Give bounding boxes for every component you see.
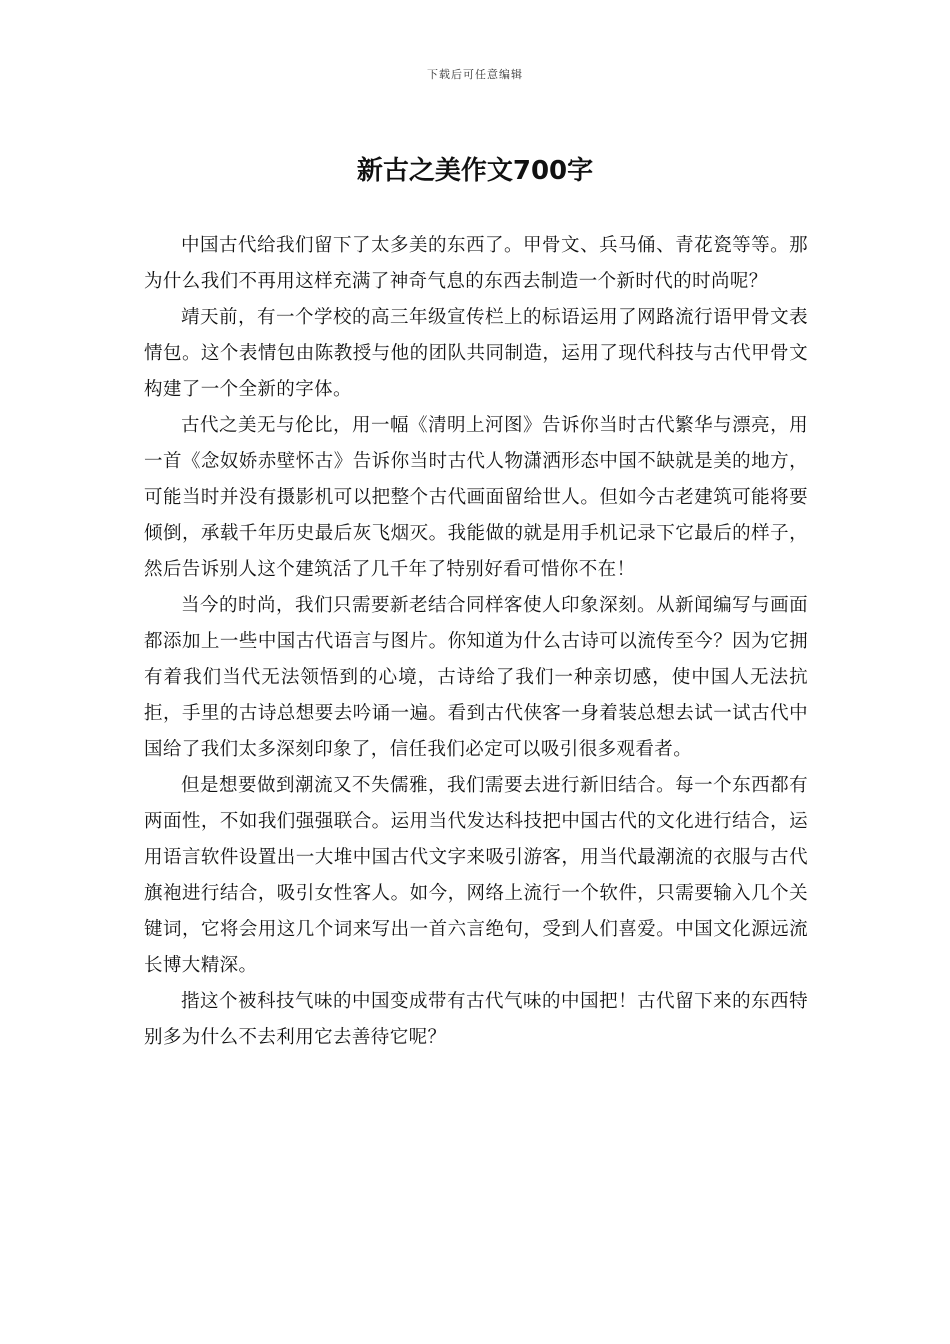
paragraph-6: 揩这个被科技气味的中国变成带有古代气味的中国把！古代留下来的东西特别多为什么不去利用它去善待它呢？ [144,991,808,1048]
paragraph-3: 古代之美无与伦比，用一幅《清明上河图》告诉你当时古代繁华与漂亮，用一首《念奴娇赤壁怀古》告诉你当时古代人物潇洒形态中国不缺就是美的地方，可能当时并没有摄影机可以把整个古代画面留给世人。但如今古老建筑可能将要倾倒，承载千年历史最后灰飞烟灭。我能做的就是用手机记录下它最后的样子，然后告诉别人这个建筑活了几千年了特别好看可惜你不在！ [144,415,808,580]
document-body [144,228,808,1056]
paragraph-2: 靖天前，有一个学校的高三年级宣传栏上的标语运用了网路流行语甲骨文表情包。这个表情包由陈教授与他的团队共同制造，运用了现代科技与古代甲骨文构建了一个全新的字体。 [144,307,808,400]
paragraph-1: 中国古代给我们留下了太多美的东西了。甲骨文、兵马俑、青花瓷等等。那为什么我们不再用这样充满了神奇气息的东西去制造一个新时代的时尚呢？ [144,235,808,292]
paragraph-4: 当今的时尚，我们只需要新老结合同样客使人印象深刻。从新闻编写与画面都添加上一些中国古代语言与图片。你知道为什么古诗可以流传至今？因为它拥有着我们当代无法领悟到的心境，古诗给了我们一种亲切感，使中国人无法抗拒，手里的古诗总想要去吟诵一遍。看到古代侠客一身着装总想去试一试古代中国给了我们太多深刻印象了，信任我们必定可以吸引很多观看者。 [144,595,808,760]
header-note: 下载后可任意编辑 [427,68,523,81]
paragraph-5: 但是想要做到潮流又不失儒雅，我们需要去进行新旧结合。每一个东西都有两面性，不如我们强强联合。运用当代发达科技把中国古代的文化进行结合，运用语言软件设置出一大堆中国古代文字来吸引游客，用当代最潮流的衣服与古代旗袍进行结合，吸引女性客人。如今，网络上流行一个软件，只需要输入几个关键词，它将会用这几个词来写出一首六言绝句，受到人们喜爱。中国文化源远流长博大精深。 [144,775,808,976]
document-title: 新古之美作文700字 [356,156,594,186]
